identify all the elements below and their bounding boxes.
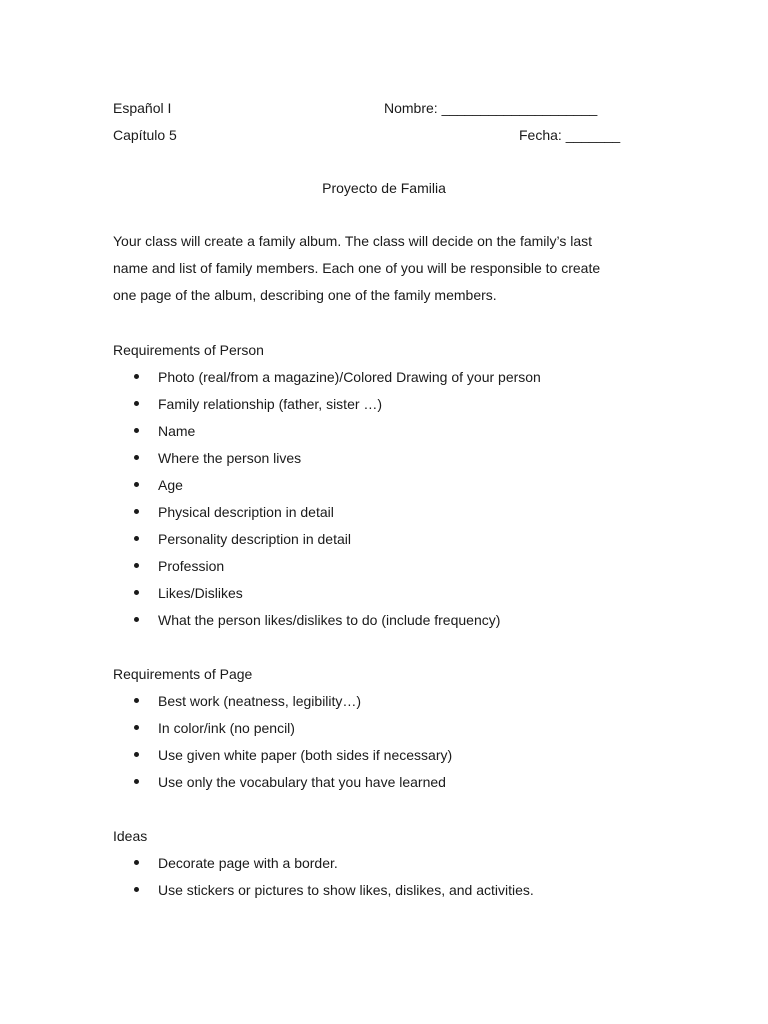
list-item: [113, 557, 541, 584]
intro-paragraph: [113, 228, 658, 309]
list-item: [113, 773, 452, 800]
list-item: [113, 584, 541, 611]
list-item: [113, 368, 541, 395]
bullet-icon: [134, 401, 139, 406]
intro-line: name and list of family members. Each one of you will be responsible to create: [113, 260, 601, 276]
bullet-icon: [134, 428, 139, 433]
document-title: Proyecto de Familia: [322, 180, 446, 196]
list-item: [113, 449, 541, 476]
bullet-icon: [134, 887, 139, 892]
list-item-text: Physical description in detail: [158, 504, 334, 520]
bullet-icon: [134, 725, 139, 730]
bullet-icon: [134, 698, 139, 703]
chapter-label: Capítulo 5: [113, 127, 177, 143]
intro-line: Your class will create a family album. The class will decide on the family’s last: [113, 233, 593, 249]
bullet-icon: [134, 536, 139, 541]
section-heading-ideas: Ideas: [113, 828, 148, 844]
list-item-text: Decorate page with a border.: [158, 855, 338, 871]
list-item: [113, 881, 534, 908]
person-requirements-list: [113, 368, 541, 638]
list-item-text: In color/ink (no pencil): [158, 720, 295, 736]
list-item-text: Use stickers or pictures to show likes, dislikes, and activities.: [158, 882, 534, 898]
list-item: [113, 476, 541, 503]
bullet-icon: [134, 752, 139, 757]
list-item: [113, 719, 452, 746]
list-item: [113, 746, 452, 773]
list-item-text: Use only the vocabulary that you have learned: [158, 774, 446, 790]
list-item: [113, 692, 452, 719]
ideas-list: [113, 854, 534, 908]
list-item: [113, 611, 541, 638]
date-field-label: Fecha: _______: [519, 127, 621, 143]
bullet-icon: [134, 590, 139, 595]
section-heading-page: Requirements of Page: [113, 666, 253, 682]
name-field-label: Nombre: ____________________: [384, 100, 598, 116]
intro-line: one page of the album, describing one of the family members.: [113, 287, 497, 303]
bullet-icon: [134, 860, 139, 865]
section-heading-person: Requirements of Person: [113, 342, 264, 358]
list-item: [113, 530, 541, 557]
bullet-icon: [134, 563, 139, 568]
bullet-icon: [134, 374, 139, 379]
list-item-text: Age: [158, 477, 183, 493]
list-item: [113, 503, 541, 530]
list-item-text: Photo (real/from a magazine)/Colored Drawing of your person: [158, 369, 541, 385]
list-item-text: Family relationship (father, sister …): [158, 396, 383, 412]
list-item-text: Personality description in detail: [158, 531, 351, 547]
list-item: [113, 422, 541, 449]
list-item-text: Name: [158, 423, 196, 439]
bullet-icon: [134, 455, 139, 460]
bullet-icon: [134, 509, 139, 514]
page-requirements-list: [113, 692, 452, 800]
list-item-text: Where the person lives: [158, 450, 302, 466]
bullet-icon: [134, 617, 139, 622]
list-item: [113, 395, 541, 422]
list-item-text: Profession: [158, 558, 225, 574]
list-item-text: Best work (neatness, legibility…): [158, 693, 362, 709]
list-item-text: Likes/Dislikes: [158, 585, 243, 601]
course-label: Español I: [113, 100, 172, 116]
list-item-text: What the person likes/dislikes to do (include frequency): [158, 612, 501, 628]
bullet-icon: [134, 482, 139, 487]
list-item-text: Use given white paper (both sides if necessary): [158, 747, 453, 763]
bullet-icon: [134, 779, 139, 784]
list-item: [113, 854, 534, 881]
